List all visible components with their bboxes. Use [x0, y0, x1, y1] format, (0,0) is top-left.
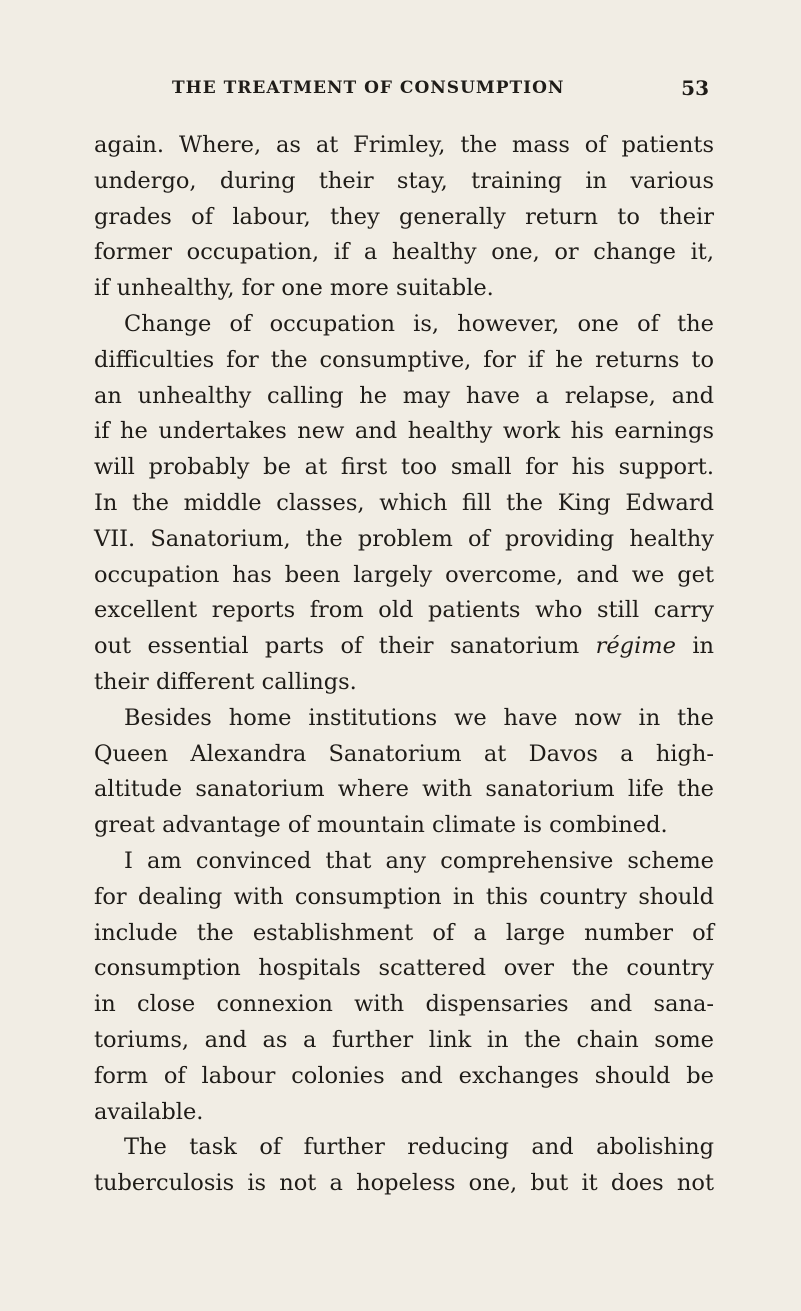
text-line: include the establishment of a large number of	[94, 919, 714, 946]
page-number: 53	[681, 76, 709, 100]
text-line: altitude sanatorium where with sanatorium life the	[94, 776, 714, 803]
regime-italic-word: régime	[595, 633, 676, 660]
text-line: toriums, and as a further link in the chain some	[94, 1026, 714, 1053]
text-line: I am convinced that any comprehensive scheme	[124, 847, 714, 874]
text-line: tuberculosis is not a hopeless one, but it does not	[94, 1170, 714, 1197]
text-line: In the middle classes, which fill the King Edward	[94, 489, 714, 516]
text-line: Besides home institutions we have now in the	[124, 704, 714, 731]
text-line: former occupation, if a healthy one, or change it,	[94, 239, 714, 266]
text-line: if unhealthy, for one more suitable.	[94, 275, 494, 302]
text-line: excellent reports from old patients who still carry	[94, 597, 714, 624]
regime-line-after: in	[675, 633, 715, 660]
text-line: an unhealthy calling he may have a relapse, and	[94, 382, 714, 409]
body-text	[94, 128, 714, 1202]
text-line: Change of occupation is, however, one of the	[124, 310, 714, 337]
text-line: will probably be at first too small for his support.	[94, 454, 714, 481]
text-line: in close connexion with dispensaries and sana-	[94, 991, 714, 1018]
text-line: undergo, during their stay, training in various	[94, 167, 714, 194]
text-line: grades of labour, they generally return to their	[94, 203, 714, 230]
text-line: VII. Sanatorium, the problem of providing healthy	[94, 525, 714, 552]
running-head: THE TREATMENT OF CONSUMPTION	[172, 78, 565, 98]
text-line: great advantage of mountain climate is combined.	[94, 812, 668, 839]
text-line: form of labour colonies and exchanges should be	[94, 1062, 714, 1089]
text-line: occupation has been largely overcome, and we get	[94, 561, 714, 588]
text-line: again. Where, as at Frimley, the mass of patients	[94, 132, 714, 158]
text-line: available.	[94, 1098, 204, 1125]
text-line: difficulties for the consumptive, for if he returns to	[94, 346, 714, 373]
text-line: The task of further reducing and abolishing	[124, 1134, 714, 1161]
text-line-regime	[94, 629, 714, 665]
text-line: their different callings.	[94, 668, 357, 695]
text-line: Queen Alexandra Sanatorium at Davos a high-	[94, 740, 714, 767]
text-line: for dealing with consumption in this country should	[94, 883, 714, 910]
text-line: if he undertakes new and healthy work his earnings	[94, 418, 714, 445]
regime-line-before: out essential parts of their sanatorium	[94, 633, 596, 660]
text-line: consumption hospitals scattered over the country	[94, 955, 714, 982]
